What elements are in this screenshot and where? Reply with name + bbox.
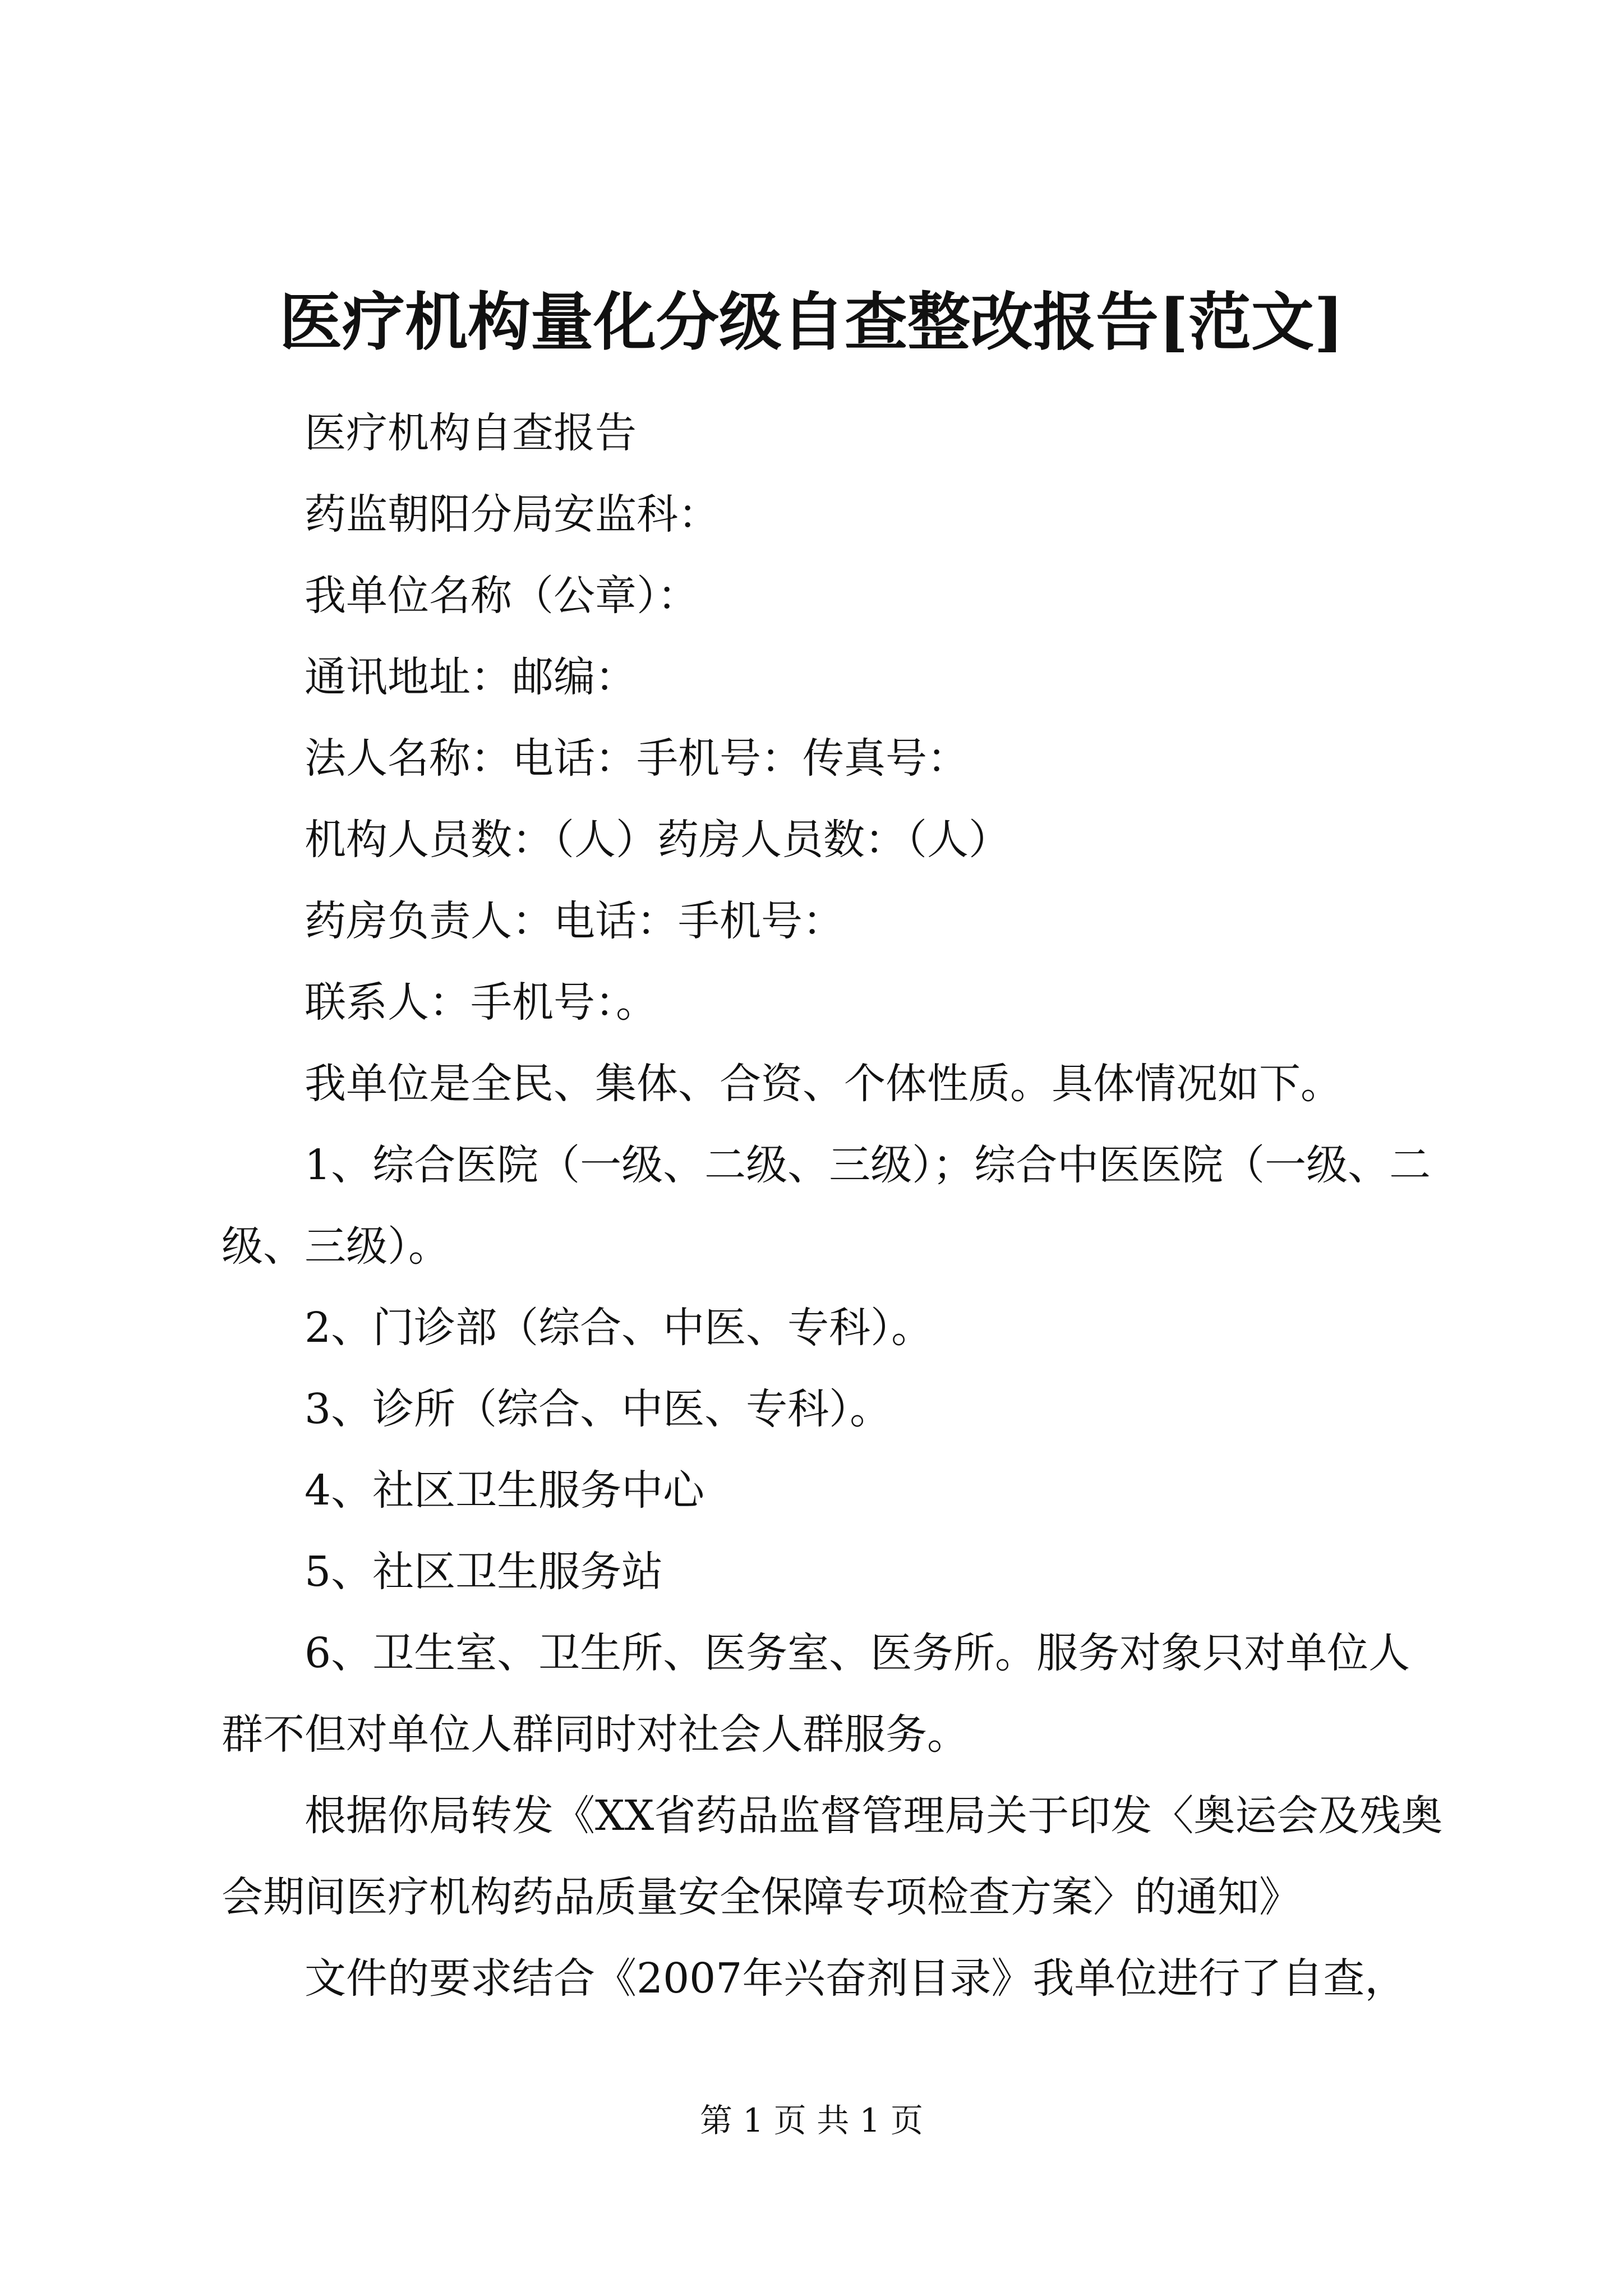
paragraph: 文件的要求结合《2007年兴奋剂目录》我单位进行了自查，	[305, 1954, 1407, 2003]
paragraph: 6、卫生室、卫生所、医务室、医务所。服务对象只对单位人群不但对单位人群同时对社会人群服务。	[222, 1629, 1410, 1759]
page-footer: 第 1 页 共 1 页	[700, 2101, 923, 2139]
paragraph: 3、诊所（综合、中医、专科）。	[305, 1385, 892, 1433]
paragraph: 医疗机构自查报告	[305, 409, 637, 457]
paragraph: 我单位名称（公章）：	[305, 572, 699, 620]
paragraph: 我单位是全民、集体、合资、个体性质。具体情况如下。	[305, 1060, 1342, 1108]
paragraph: 药房负责人：电话：手机号：	[305, 897, 844, 945]
paragraph: 联系人：手机号：。	[305, 978, 657, 1027]
paragraph: 法人名称：电话：手机号：传真号：	[305, 734, 969, 783]
document-body	[222, 393, 1450, 2019]
paragraph: 1、综合医院（一级、二级、三级）；综合中医医院（一级、二级、三级）。	[222, 1141, 1431, 1271]
paragraph: 药监朝阳分局安监科：	[305, 490, 720, 539]
paragraph: 通讯地址：邮编：	[305, 653, 637, 701]
paragraph: 4、社区卫生服务中心	[305, 1466, 705, 1515]
document-title: 医疗机构量化分级自查整改报告[范文]	[279, 286, 1344, 359]
paragraph: 根据你局转发《XX省药品监督管理局关于印发〈奥运会及残奥会期间医疗机构药品质量安全保障专项检查方案〉的通知》	[222, 1792, 1443, 1921]
paragraph: 5、社区卫生服务站	[305, 1548, 663, 1596]
paragraph: 2、门诊部（综合、中医、专科）。	[305, 1304, 933, 1352]
paragraph: 机构人员数：（人）药房人员数：（人）	[305, 816, 1010, 864]
